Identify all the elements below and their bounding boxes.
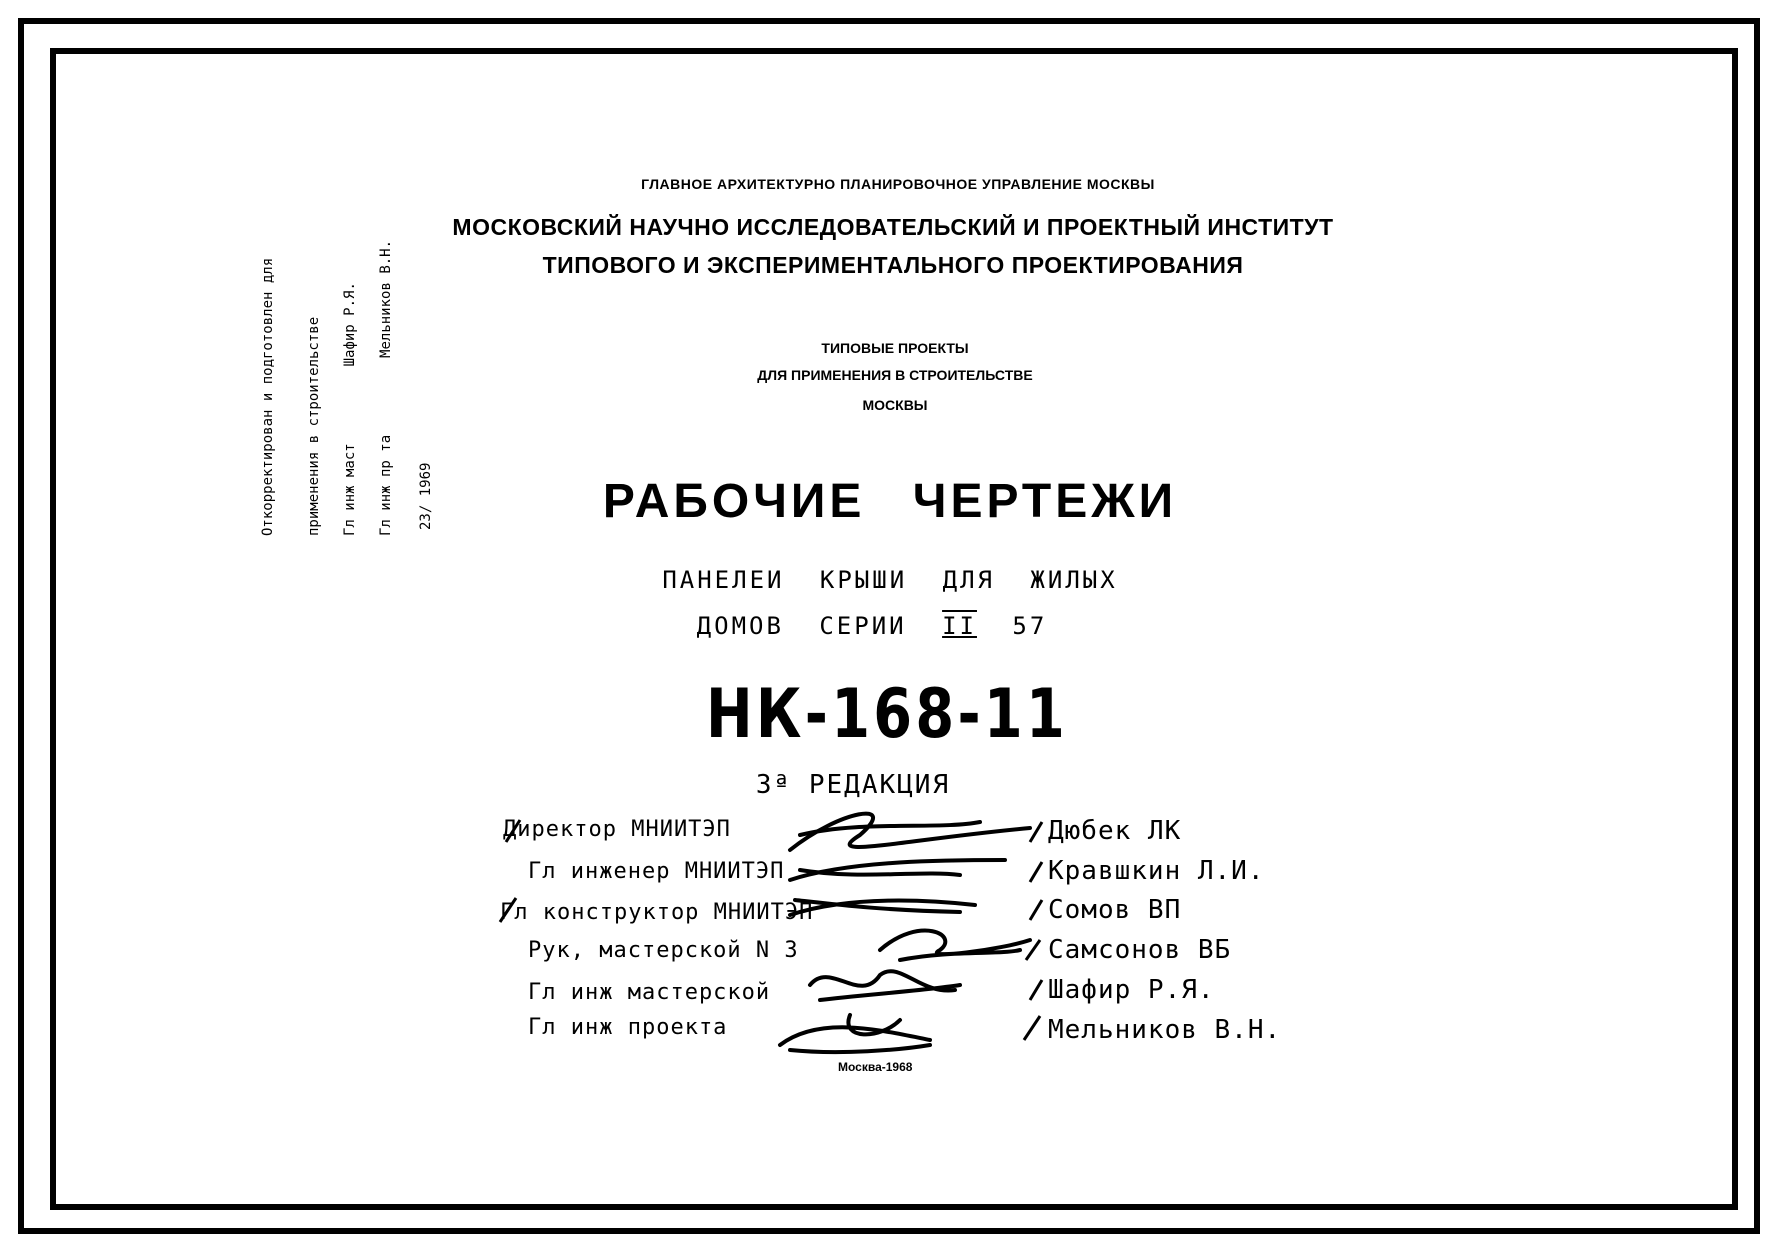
signature-role: Рук, мастерской N 3 xyxy=(528,938,799,963)
subtitle-line-1: ПАНЕЛЕИ КРЫШИ ДЛЯ ЖИЛЫХ xyxy=(662,566,1118,594)
side-note-line-3: Гл инж маст Шафир Р.Я. xyxy=(342,282,358,536)
org-line-2: МОСКОВСКИЙ НАУЧНО ИССЛЕДОВАТЕЛЬСКИЙ И ПРОЕКТНЫЙ ИНСТИТУТ xyxy=(452,214,1334,240)
signature-role: Директор МНИИТЭП xyxy=(503,817,731,842)
side-note-date: 23/ 1969 xyxy=(418,462,434,530)
side-note xyxy=(258,160,448,540)
city-stamp: Москва-1968 xyxy=(838,1060,913,1074)
signature-name: Самсонов ВБ xyxy=(1048,935,1232,965)
series-number: 57 xyxy=(1012,612,1048,640)
signature-name: Кравшкин Л.И. xyxy=(1048,856,1265,886)
signature-name: Дюбек ЛК xyxy=(1048,816,1182,846)
signature-name: Шафир Р.Я. xyxy=(1048,975,1215,1005)
side-note-line-1: Откорректирован и подготовлен для xyxy=(260,257,276,536)
org-line-1: ГЛАВНОЕ АРХИТЕКТУРНО ПЛАНИРОВОЧНОЕ УПРАВЛЕНИЕ МОСКВЫ xyxy=(641,176,1155,192)
series-line-2: ДЛЯ ПРИМЕНЕНИЯ В СТРОИТЕЛЬСТВЕ xyxy=(757,367,1033,383)
signature-name: Мельников В.Н. xyxy=(1048,1015,1282,1045)
series-roman-numeral: II xyxy=(942,612,977,640)
signature-role: Гл инж мастерской xyxy=(528,980,771,1005)
signature-role: Гл инж проекта xyxy=(528,1015,728,1040)
document-title: РАБОЧИЕ ЧЕРТЕЖИ xyxy=(602,475,1178,528)
side-note-line-4: Гл инж пр та Мельников В.Н. xyxy=(378,239,394,536)
side-note-name-3: Шафир Р.Я. xyxy=(342,282,358,367)
edition-label: 3ª РЕДАКЦИЯ xyxy=(755,770,951,800)
signature-name: Сомов ВП xyxy=(1048,895,1182,925)
signature-role: Гл конструктор МНИИТЭП xyxy=(500,900,814,925)
series-line-1: ТИПОВЫЕ ПРОЕКТЫ xyxy=(821,340,969,356)
side-note-name-4: Мельников В.Н. xyxy=(378,239,394,358)
document-code: НК-168-11 xyxy=(705,675,1069,754)
series-line-3: МОСКВЫ xyxy=(862,397,928,413)
subtitle-line-2-prefix: ДОМОВ СЕРИИ xyxy=(696,612,907,640)
signature-role: Гл инженер МНИИТЭП xyxy=(528,859,785,884)
org-line-3: ТИПОВОГО И ЭКСПЕРИМЕНТАЛЬНОГО ПРОЕКТИРОВАНИЯ xyxy=(542,252,1244,278)
side-note-line-2: применения в строительстве xyxy=(306,316,322,536)
